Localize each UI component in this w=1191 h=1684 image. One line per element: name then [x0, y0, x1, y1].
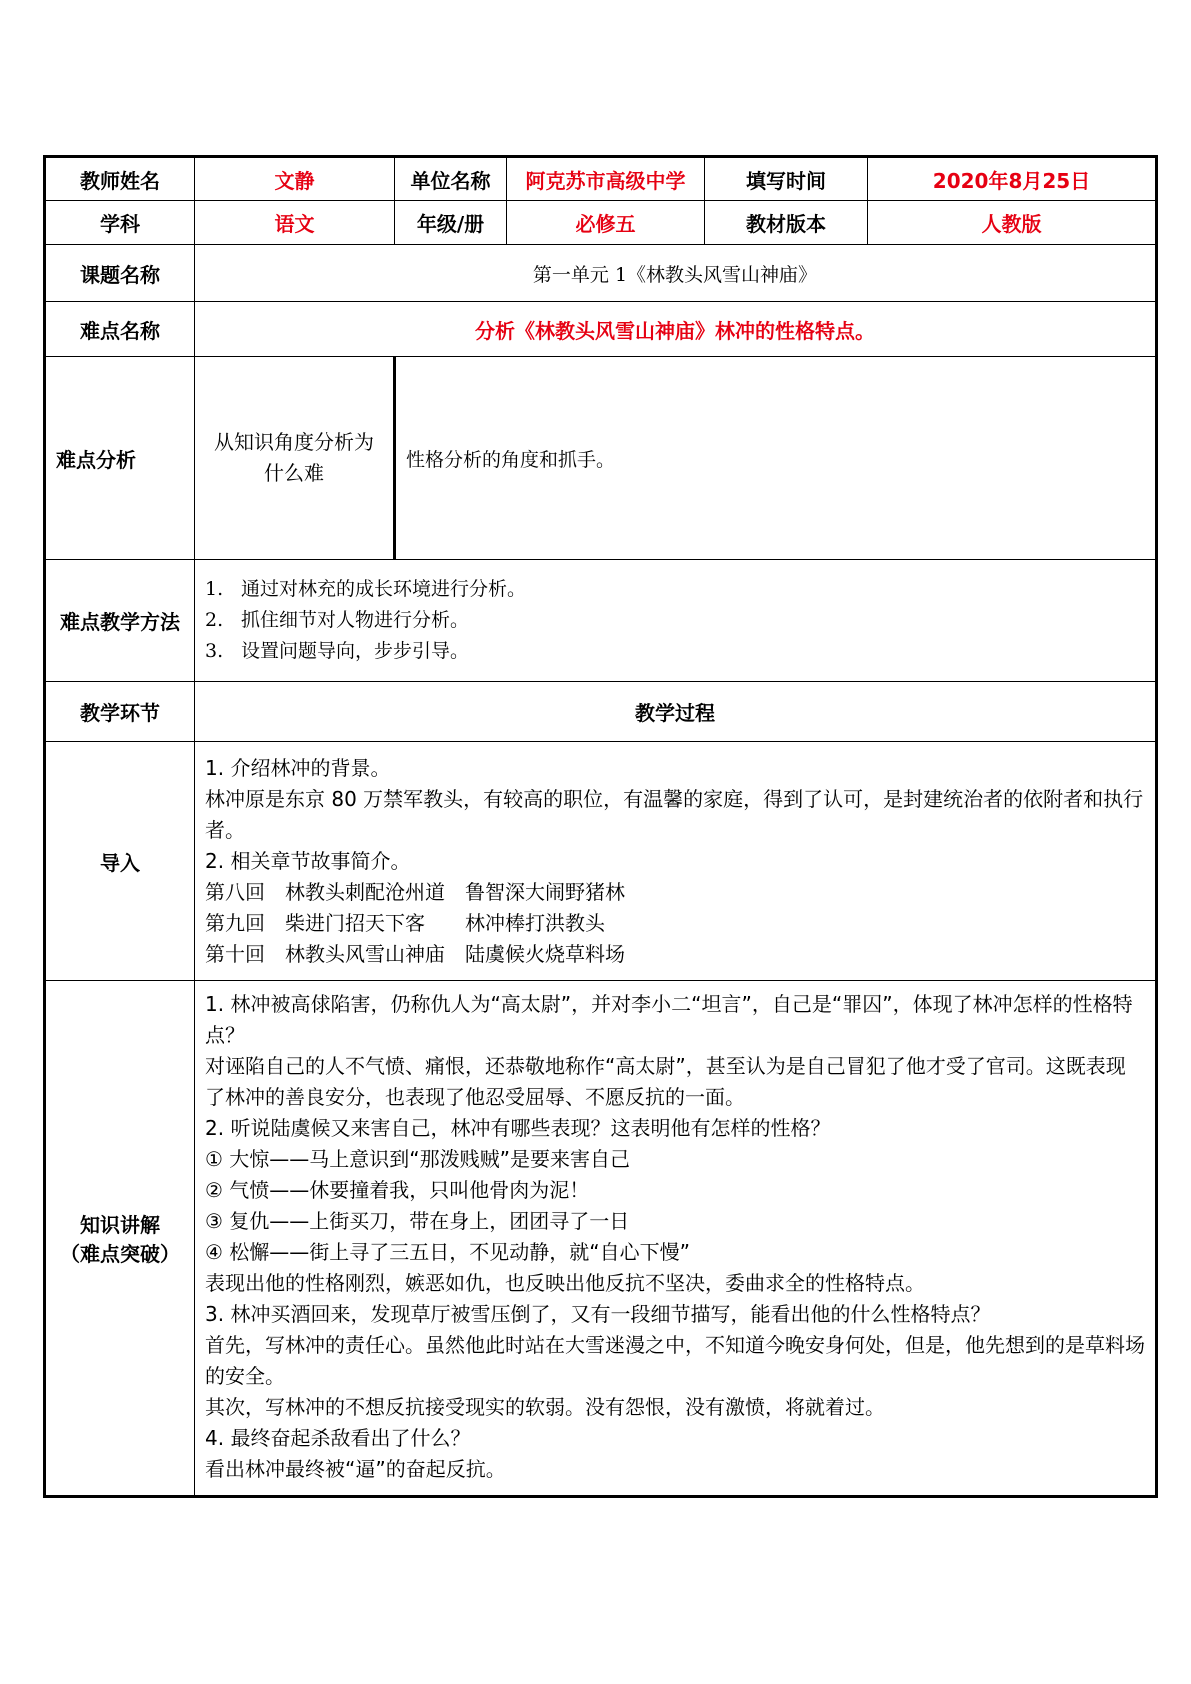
method-row: [45, 560, 1157, 682]
knowledge-line: 3. 林冲买酒回来，发现草厅被雪压倒了，又有一段细节描写，能看出他的什么性格特点？: [205, 1302, 991, 1326]
knowledge-line: ③ 复仇——上街买刀，带在身上，团团寻了一日: [205, 1209, 630, 1233]
knowledge-line: ④ 松懈——街上寻了三五日，不见动静，就“自心下慢”: [205, 1240, 691, 1264]
difficulty-row: [45, 302, 1157, 357]
intro-content: [195, 742, 1157, 981]
difficulty-label: 难点名称: [45, 302, 195, 357]
method-item: 1. 通过对林充的成长环境进行分析。: [205, 578, 527, 600]
knowledge-line: 4. 最终奋起杀敌看出了什么？: [205, 1426, 471, 1450]
knowledge-line: 1. 林冲被高俅陷害，仍称仇人为“高太尉”，并对李小二“坦言”，自己是“罪囚”，体现了林冲怎样的性格特点？: [205, 992, 1133, 1047]
process-title: 教学过程: [195, 682, 1157, 742]
process-header-row: [45, 682, 1157, 742]
intro-line: 第十回 林教头风雪山神庙 陆虞候火烧草料场: [205, 941, 625, 966]
knowledge-label: [45, 981, 195, 1497]
knowledge-label-line-2: （难点突破）: [60, 1242, 180, 1266]
knowledge-line: 表现出他的性格刚烈，嫉恶如仇，也反映出他反抗不坚决，委曲求全的性格特点。: [205, 1271, 925, 1295]
process-label: 教学环节: [45, 682, 195, 742]
edition-value: 人教版: [868, 201, 1157, 245]
intro-line: 1. 介绍林冲的背景。: [205, 755, 391, 780]
method-item: 3. 设置问题导向，步步引导。: [205, 640, 470, 662]
time-label: 填写时间: [705, 157, 868, 201]
header-row-2: [45, 201, 1157, 245]
analysis-value: 性格分析的角度和抓手。: [395, 357, 1157, 560]
knowledge-content: [195, 981, 1157, 1497]
knowledge-line: ② 气愤——休要撞着我，只叫他骨肉为泥！: [205, 1178, 590, 1202]
topic-row: [45, 245, 1157, 302]
subject-label: 学科: [45, 201, 195, 245]
knowledge-line: 其次，写林冲的不想反抗接受现实的软弱。没有怨恨，没有激愤，将就着过。: [205, 1395, 885, 1419]
teacher-label: 教师姓名: [45, 157, 195, 201]
lesson-plan-sheet: [43, 155, 1155, 1498]
knowledge-label-line-1: 知识讲解: [80, 1213, 160, 1237]
edition-label: 教材版本: [705, 201, 868, 245]
knowledge-line: 看出林冲最终被“逼”的奋起反抗。: [205, 1457, 506, 1481]
intro-line: 2. 相关章节故事简介。: [205, 848, 411, 873]
topic-label: 课题名称: [45, 245, 195, 302]
subject-value: 语文: [195, 201, 395, 245]
teacher-value: 文静: [195, 157, 395, 201]
difficulty-value: 分析《林教头风雪山神庙》林冲的性格特点。: [195, 302, 1157, 357]
unit-value: 阿克苏市高级中学: [507, 157, 705, 201]
topic-value: 第一单元 1《林教头风雪山神庙》: [195, 245, 1157, 302]
lesson-plan-table: [43, 155, 1158, 1498]
intro-line: 第八回 林教头刺配沧州道 鲁智深大闹野猪林: [205, 879, 625, 904]
time-value: 2020年8月25日: [868, 157, 1157, 201]
intro-label: 导入: [45, 742, 195, 981]
grade-value: 必修五: [507, 201, 705, 245]
grade-label: 年级/册: [395, 201, 507, 245]
analysis-label: 难点分析: [45, 357, 195, 560]
intro-line: 林冲原是东京 80 万禁军教头，有较高的职位，有温馨的家庭，得到了认可，是封建统治者的依附者和执行者。: [205, 786, 1144, 842]
method-label: 难点教学方法: [45, 560, 195, 682]
analysis-row: [45, 357, 1157, 560]
analysis-sub-label: 从知识角度分析为什么难: [195, 357, 395, 560]
knowledge-row: [45, 981, 1157, 1497]
knowledge-line: 首先，写林冲的责任心。虽然他此时站在大雪迷漫之中，不知道今晚安身何处，但是，他先想到的是草料场的安全。: [205, 1333, 1145, 1388]
intro-row: [45, 742, 1157, 981]
knowledge-line: ① 大惊——马上意识到“那泼贱贼”是要来害自己: [205, 1147, 631, 1171]
knowledge-line: 2. 听说陆虞候又来害自己，林冲有哪些表现？这表明他有怎样的性格？: [205, 1116, 831, 1140]
knowledge-line: 对诬陷自己的人不气愤、痛恨，还恭敬地称作“高太尉”，甚至认为是自己冒犯了他才受了官司。这既表现了林冲的善良安分，也表现了他忍受屈辱、不愿反抗的一面。: [205, 1054, 1126, 1109]
unit-label: 单位名称: [395, 157, 507, 201]
header-row-1: [45, 157, 1157, 201]
intro-line: 第九回 柴进门招天下客 林冲棒打洪教头: [205, 910, 605, 935]
method-item: 2. 抓住细节对人物进行分析。: [205, 609, 470, 631]
method-list: [195, 560, 1157, 682]
